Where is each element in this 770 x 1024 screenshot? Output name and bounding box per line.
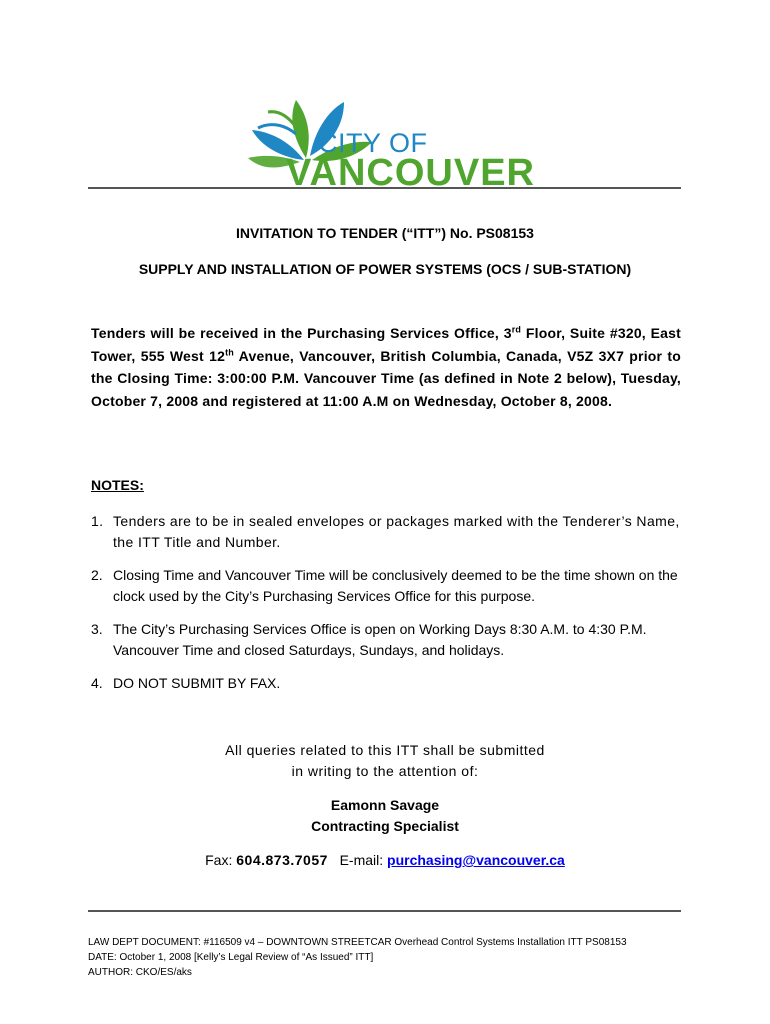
note-number: 2.	[91, 567, 103, 583]
note-number: 1.	[91, 513, 104, 529]
note-text: DO NOT SUBMIT BY FAX.	[113, 675, 281, 691]
instructions-part-2: Floor, Suite #320, East Tower, 555 West 12	[91, 325, 681, 364]
note-text: Tenders are to be in sealed envelopes or packages marked with the Tenderer’s Name, the ITT Title and Number.	[113, 513, 680, 550]
instructions-part-1: Tenders will be received in the Purchasing Services Office, 3	[91, 325, 512, 341]
logo-vancouver: VANCOUVER	[286, 152, 535, 194]
note-item	[91, 511, 681, 553]
tender-instructions	[91, 322, 681, 412]
tender-subtitle: SUPPLY AND INSTALLATION OF POWER SYSTEMS (OCS / SUB-STATION)	[138, 261, 632, 277]
document-footer	[88, 935, 688, 980]
note-text: The City’s Purchasing Services Office is open on Working Days 8:30 A.M. to 4:30 P.M. Vancouver Time and closed Saturdays, Sundays, and holidays.	[113, 621, 647, 658]
superscript-rd: rd	[511, 324, 522, 335]
note-item	[91, 673, 681, 694]
note-text: Closing Time and Vancouver Time will be conclusively deemed to be the time shown on the clock used by the City’s Purchasing Services Office for this purpose.	[113, 567, 678, 604]
fax-number: 604.873.7057	[236, 852, 328, 868]
logo-city-of: CITY OF	[318, 128, 428, 158]
notes-heading: NOTES:	[91, 477, 144, 493]
footer-author: AUTHOR: CKO/ES/aks	[88, 967, 192, 978]
queries-line-1: All queries related to this ITT shall be submitted	[225, 742, 545, 758]
note-number: 3.	[91, 621, 103, 637]
email-link[interactable]: purchasing@vancouver.ca	[387, 852, 565, 868]
footer-law-dept: LAW DEPT DOCUMENT: #116509 v4 – DOWNTOWN STREETCAR Overhead Control Systems Installation ITT PS08153	[88, 937, 627, 948]
note-item	[91, 565, 681, 607]
contact-details	[0, 852, 770, 868]
queries-line-2: in writing to the attention of:	[291, 763, 479, 779]
tender-title: INVITATION TO TENDER (“ITT”) No. PS08153	[236, 225, 534, 241]
note-item	[91, 619, 681, 661]
note-number: 4.	[91, 675, 103, 691]
fax-label: Fax:	[205, 852, 233, 868]
contact-name: Eamonn Savage	[330, 797, 440, 813]
footer-divider	[88, 910, 681, 912]
email-label: E-mail:	[339, 852, 384, 868]
footer-date: DATE: October 1, 2008 [Kelly’s Legal Review of “As Issued” ITT]	[88, 952, 374, 963]
superscript-th: th	[225, 346, 234, 357]
instructions-part-3: Avenue, Vancouver, British Columbia, Canada, V5Z 3X7 prior to the Closing Time: 3:00:00 P.M. Vancouver Time (as defined in Note 2 below), Tuesday, October 7, 2008 and registered at 11:00 A.M on Wednesday, October 8, 2008.	[91, 347, 682, 409]
contact-role: Contracting Specialist	[311, 818, 459, 834]
header-divider	[88, 187, 681, 189]
